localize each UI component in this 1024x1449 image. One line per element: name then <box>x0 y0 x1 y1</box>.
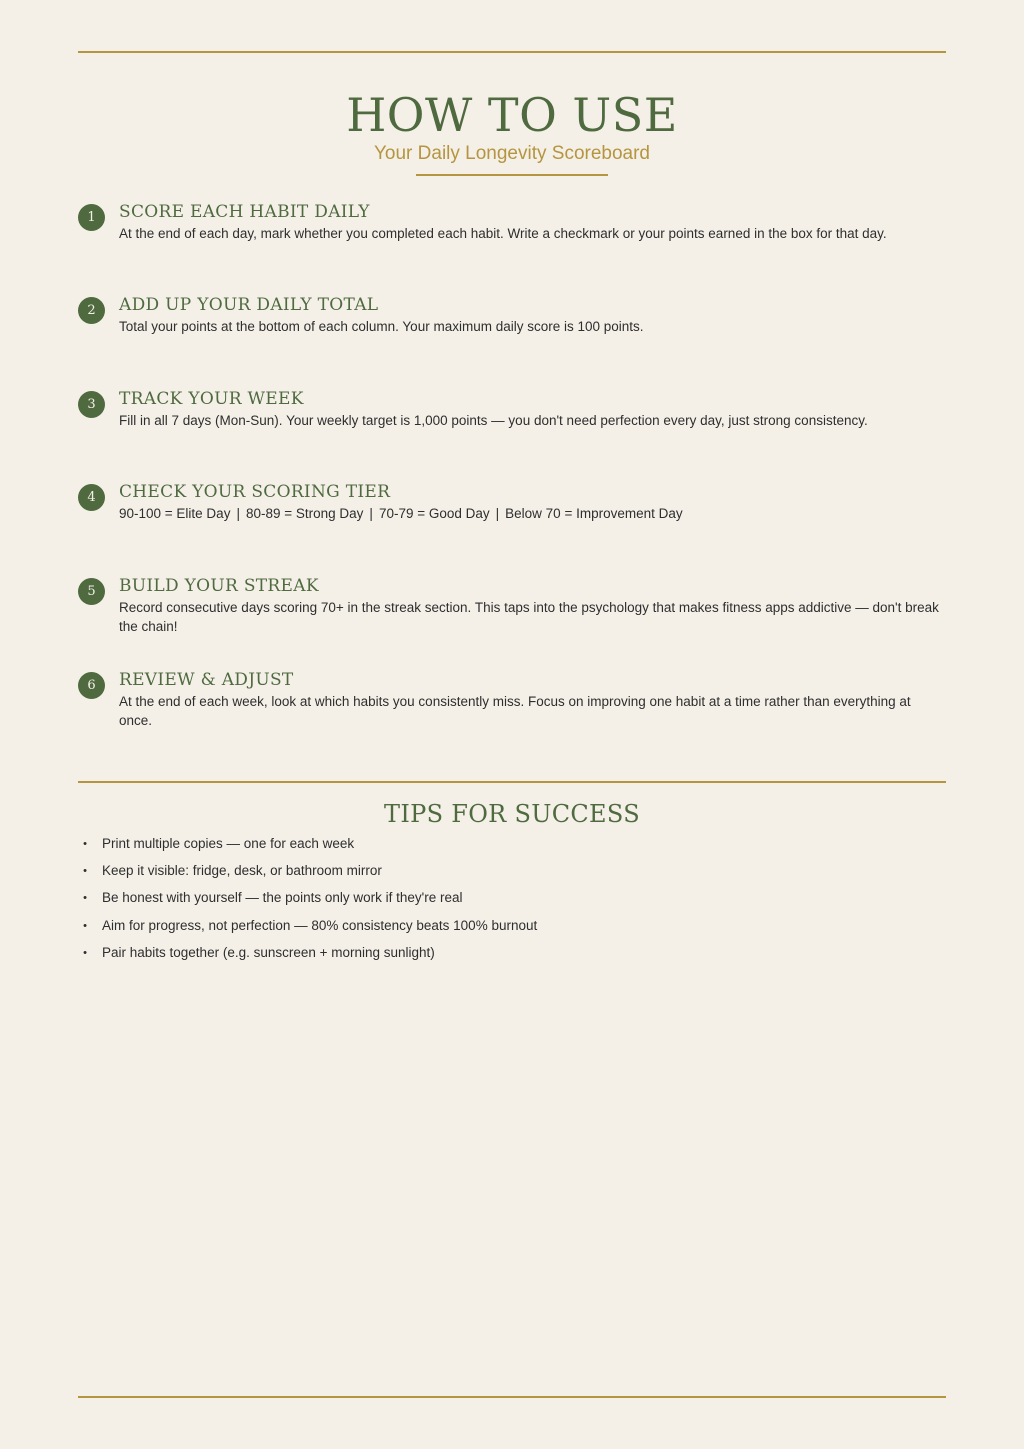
step-number-badge: 4 <box>78 484 105 511</box>
tier-elite: 90-100 = Elite Day <box>119 506 231 521</box>
tip-text: Aim for progress, not perfection — 80% consistency beats 100% burnout <box>102 917 538 933</box>
step-title: BUILD YOUR STREAK <box>119 576 319 596</box>
tier-separator: | <box>236 506 240 521</box>
tier-good: 70-79 = Good Day <box>378 506 490 521</box>
scoring-tiers <box>119 504 939 523</box>
top-divider <box>78 51 946 53</box>
tips-title: TIPS FOR SUCCESS <box>384 800 640 828</box>
step-number-badge: 3 <box>78 391 105 418</box>
tips-list <box>83 834 538 970</box>
step-number-badge: 2 <box>78 297 105 324</box>
step-title: TRACK YOUR WEEK <box>119 389 304 409</box>
tip-item <box>83 943 537 970</box>
page-title: HOW TO USE <box>346 88 678 142</box>
step-description: Fill in all 7 days (Mon-Sun). Your weekly target is 1,000 points — you don't need perfection every day, just strong consistency. <box>119 413 868 428</box>
step-title: CHECK YOUR SCORING TIER <box>119 482 391 502</box>
step-description: Record consecutive days scoring 70+ in the streak section. This taps into the psychology that makes fitness apps addictive — don't break the chain! <box>119 600 939 634</box>
step-title: REVIEW & ADJUST <box>119 670 294 690</box>
step-description: At the end of each week, look at which habits you consistently miss. Focus on improving one habit at a time rather than everything at once. <box>119 694 911 728</box>
step-title: SCORE EACH HABIT DAILY <box>119 202 370 222</box>
bullet-icon: • <box>83 946 87 959</box>
tier-separator: | <box>495 506 500 521</box>
tip-item <box>83 834 537 861</box>
step-description: Total your points at the bottom of each column. Your maximum daily score is 100 points. <box>119 319 644 334</box>
bullet-icon: • <box>83 919 87 932</box>
step-number-badge: 6 <box>78 672 105 699</box>
bottom-divider <box>78 1396 946 1398</box>
subtitle-divider <box>416 174 608 176</box>
bullet-icon: • <box>83 865 87 878</box>
tip-text: Pair habits together (e.g. sunscreen + morning sunlight) <box>102 944 435 960</box>
section-divider <box>78 781 946 783</box>
step-title: ADD UP YOUR DAILY TOTAL <box>119 295 379 315</box>
tip-text: Print multiple copies — one for each week <box>102 836 355 851</box>
tip-item <box>83 888 537 915</box>
tier-improvement: Below 70 = Improvement Day <box>505 506 683 521</box>
tip-text: Keep it visible: fridge, desk, or bathroom mirror <box>102 863 382 879</box>
bullet-icon: • <box>83 838 87 850</box>
tier-strong: 80-89 = Strong Day <box>245 506 364 521</box>
tip-item <box>83 861 537 888</box>
bullet-icon: • <box>83 892 87 905</box>
tip-item <box>83 916 538 943</box>
page-subtitle: Your Daily Longevity Scoreboard <box>373 143 651 164</box>
step-number-badge: 5 <box>78 578 105 605</box>
tip-text: Be honest with yourself — the points only work if they're real <box>102 890 463 906</box>
tier-separator: | <box>369 506 373 521</box>
step-description: At the end of each day, mark whether you completed each habit. Write a checkmark or your points earned in the box for that day. <box>119 226 887 241</box>
step-number-badge: 1 <box>78 204 105 231</box>
